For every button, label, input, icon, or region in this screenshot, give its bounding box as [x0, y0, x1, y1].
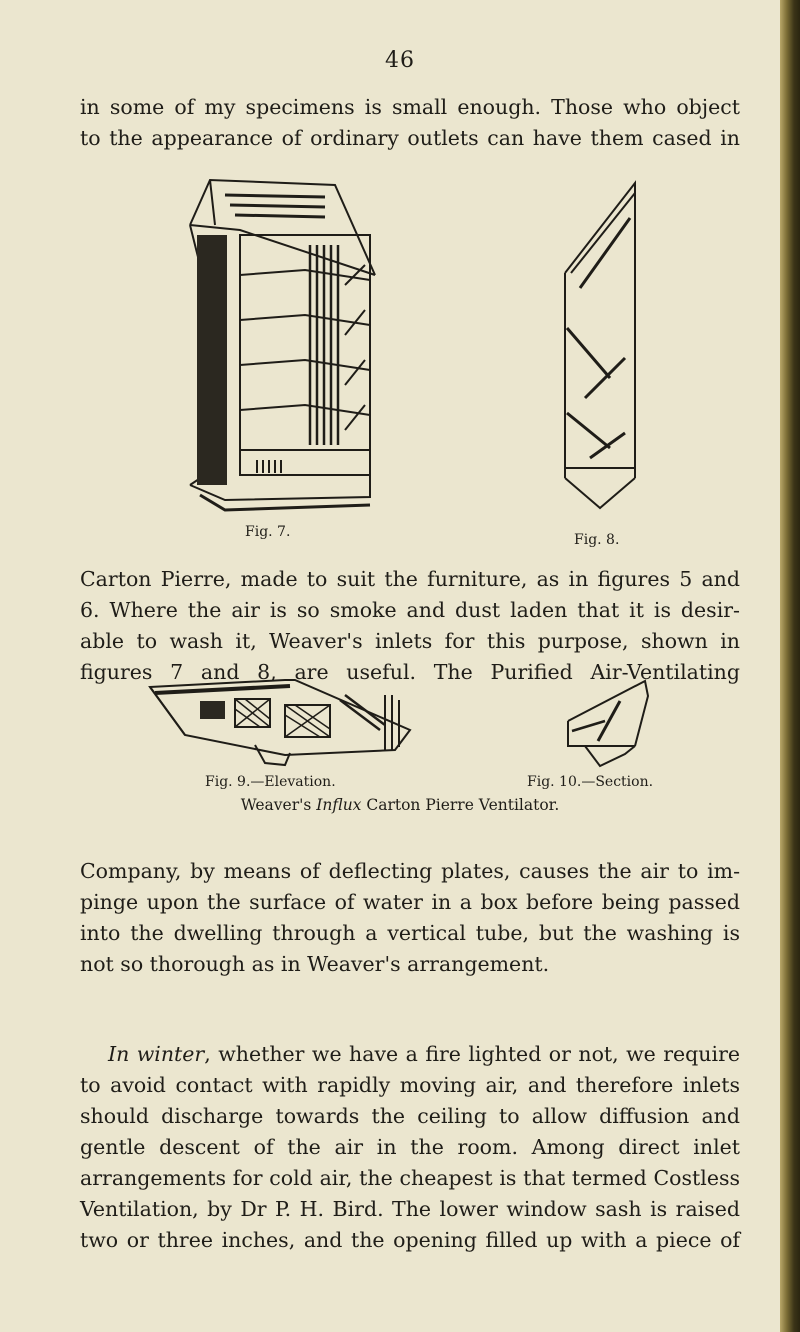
- text-line: to avoid contact with rapidly moving air, and therefore inlets: [80, 1073, 740, 1097]
- text-line: figures 7 and 8, are useful. The Purified Air-Ventilating: [80, 660, 740, 684]
- fig-7-illustration: [185, 175, 385, 515]
- text-line: to the appearance of ordinary outlets can have them cased in: [80, 126, 740, 150]
- paragraph-2: [80, 564, 740, 688]
- text-line: Ventilation, by Dr P. H. Bird. The lower window sash is raised: [80, 1197, 740, 1221]
- text-line: 6. Where the air is so smoke and dust laden that it is desir-: [80, 598, 740, 622]
- text-line: gentle descent of the air in the room. Among direct inlet: [80, 1135, 740, 1159]
- text-line: not so thorough as in Weaver's arrangement.: [80, 952, 550, 976]
- text-line: able to wash it, Weaver's inlets for this purpose, shown in: [80, 629, 740, 653]
- text-line: Company, by means of deflecting plates, causes the air to im-: [80, 859, 740, 883]
- text-line: pinge upon the surface of water in a box before being passed: [80, 890, 740, 914]
- text-line-first: [80, 1039, 740, 1070]
- text-line: Carton Pierre, made to suit the furniture, as in figures 5 and: [80, 567, 740, 591]
- fig-10-illustration: [560, 676, 660, 776]
- italic-run: In winter: [108, 1042, 205, 1066]
- page-edge: [780, 0, 800, 1332]
- caption-prefix: Weaver's: [240, 796, 317, 814]
- text-run: , whether we have a fire lighted or not, we require: [204, 1042, 740, 1066]
- caption-suffix: Carton Pierre Ventilator.: [361, 796, 560, 814]
- page-number: 46: [385, 48, 415, 73]
- paragraph-4: [80, 1039, 740, 1256]
- fig-7-label: Fig. 7.: [245, 524, 291, 540]
- caption-italic: Influx: [316, 796, 362, 814]
- text-line: two or three inches, and the opening filled up with a piece of: [80, 1228, 740, 1252]
- figure-caption: [0, 796, 800, 814]
- text-line: arrangements for cold air, the cheapest is that termed Costless: [80, 1166, 740, 1190]
- fig-9-label: Fig. 9.—Elevation.: [205, 774, 336, 790]
- paragraph-3: [80, 856, 740, 980]
- text-line: into the dwelling through a vertical tube, but the washing is: [80, 921, 740, 945]
- text-line: in some of my specimens is small enough. Those who object: [80, 95, 740, 119]
- fig-10-label: Fig. 10.—Section.: [527, 774, 654, 790]
- paragraph-1: [80, 92, 740, 154]
- fig-8-illustration: [555, 178, 645, 513]
- text-line: should discharge towards the ceiling to allow diffusion and: [80, 1104, 740, 1128]
- fig-9-illustration: [145, 675, 415, 770]
- fig-8-label: Fig. 8.: [574, 532, 620, 548]
